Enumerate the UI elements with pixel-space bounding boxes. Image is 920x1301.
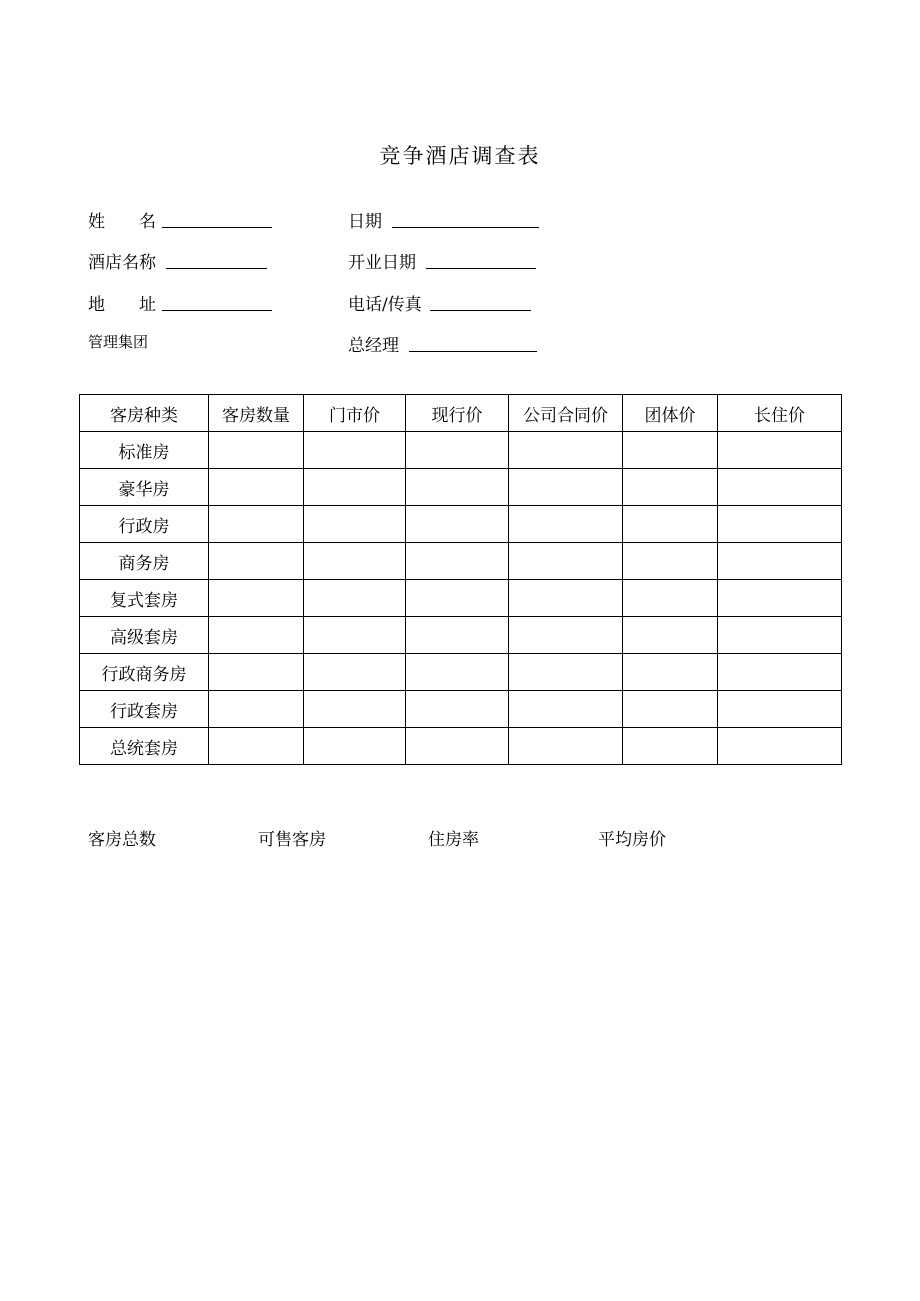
table-cell[interactable] <box>509 654 623 691</box>
date-label: 日期 <box>348 212 382 232</box>
table-cell[interactable] <box>509 580 623 617</box>
page-title: 竞争酒店调查表 <box>379 144 541 168</box>
table-cell[interactable] <box>509 432 623 469</box>
header-room-count: 客房数量 <box>209 395 304 432</box>
table-cell[interactable] <box>718 691 842 728</box>
table-cell[interactable] <box>304 654 406 691</box>
table-cell[interactable] <box>406 469 509 506</box>
name-input-line[interactable] <box>162 226 272 228</box>
hotel-name-field <box>88 248 267 273</box>
phone-fax-label: 电话/传真 <box>348 295 422 315</box>
table-cell[interactable] <box>509 469 623 506</box>
table-cell[interactable] <box>209 543 304 580</box>
table-cell[interactable] <box>718 543 842 580</box>
opening-date-label: 开业日期 <box>348 253 416 273</box>
date-field <box>348 207 539 232</box>
table-cell[interactable] <box>718 654 842 691</box>
table-cell[interactable] <box>406 617 509 654</box>
hotel-name-input-line[interactable] <box>166 267 267 269</box>
table-cell[interactable] <box>718 469 842 506</box>
table-cell[interactable] <box>406 543 509 580</box>
table-cell[interactable] <box>718 617 842 654</box>
available-rooms-label: 可售客房 <box>258 830 326 850</box>
table-row <box>80 432 842 469</box>
general-manager-label: 总经理 <box>348 336 399 356</box>
table-cell[interactable] <box>623 654 718 691</box>
table-cell[interactable] <box>623 432 718 469</box>
general-manager-field <box>348 331 537 356</box>
table-cell[interactable] <box>304 691 406 728</box>
table-row <box>80 506 842 543</box>
table-cell[interactable] <box>209 432 304 469</box>
table-cell[interactable] <box>304 617 406 654</box>
header-current-rate: 现行价 <box>406 395 509 432</box>
row-label: 标准房 <box>80 432 209 469</box>
table-cell[interactable] <box>623 506 718 543</box>
hotel-name-label: 酒店名称 <box>88 253 156 273</box>
table-cell[interactable] <box>623 617 718 654</box>
table-cell[interactable] <box>304 506 406 543</box>
table-cell[interactable] <box>718 506 842 543</box>
table-cell[interactable] <box>304 543 406 580</box>
row-label: 行政套房 <box>80 691 209 728</box>
header-corporate-rate: 公司合同价 <box>509 395 623 432</box>
table-cell[interactable] <box>623 543 718 580</box>
table-cell[interactable] <box>509 691 623 728</box>
table-cell[interactable] <box>209 654 304 691</box>
table-cell[interactable] <box>209 691 304 728</box>
table-cell[interactable] <box>406 728 509 765</box>
table-cell[interactable] <box>209 728 304 765</box>
group-field <box>88 331 148 352</box>
table-cell[interactable] <box>509 506 623 543</box>
table-cell[interactable] <box>718 580 842 617</box>
phone-fax-input-line[interactable] <box>430 309 531 311</box>
table-cell[interactable] <box>509 617 623 654</box>
table-cell[interactable] <box>406 432 509 469</box>
room-rate-table <box>79 394 842 765</box>
table-row <box>80 617 842 654</box>
total-rooms-label: 客房总数 <box>88 830 156 850</box>
date-input-line[interactable] <box>392 226 539 228</box>
row-label: 行政房 <box>80 506 209 543</box>
address-field <box>88 290 272 315</box>
table-row <box>80 728 842 765</box>
table-cell[interactable] <box>623 728 718 765</box>
table-cell[interactable] <box>718 432 842 469</box>
table-cell[interactable] <box>509 728 623 765</box>
table-cell[interactable] <box>304 432 406 469</box>
table-cell[interactable] <box>209 469 304 506</box>
header-rack-rate: 门市价 <box>304 395 406 432</box>
row-label: 商务房 <box>80 543 209 580</box>
avg-rate-label: 平均房价 <box>598 830 666 850</box>
general-manager-input-line[interactable] <box>409 350 537 352</box>
table-cell[interactable] <box>718 728 842 765</box>
header-room-type: 客房种类 <box>80 395 209 432</box>
occupancy-label: 住房率 <box>428 830 479 850</box>
table-cell[interactable] <box>209 580 304 617</box>
row-label: 总统套房 <box>80 728 209 765</box>
group-label: 管理集团 <box>88 333 149 351</box>
header-long-stay-rate: 长住价 <box>718 395 842 432</box>
table-cell[interactable] <box>623 469 718 506</box>
table-row <box>80 691 842 728</box>
table-row <box>80 654 842 691</box>
table-cell[interactable] <box>406 506 509 543</box>
opening-date-field <box>348 248 536 273</box>
table-row <box>80 580 842 617</box>
phone-fax-field <box>348 290 531 315</box>
row-label: 复式套房 <box>80 580 209 617</box>
row-label: 高级套房 <box>80 617 209 654</box>
table-cell[interactable] <box>406 654 509 691</box>
address-input-line[interactable] <box>162 309 272 311</box>
table-cell[interactable] <box>304 728 406 765</box>
table-cell[interactable] <box>406 580 509 617</box>
table-cell[interactable] <box>623 691 718 728</box>
table-cell[interactable] <box>406 691 509 728</box>
table-cell[interactable] <box>509 543 623 580</box>
table-cell[interactable] <box>209 617 304 654</box>
opening-date-input-line[interactable] <box>426 267 536 269</box>
row-label: 豪华房 <box>80 469 209 506</box>
table-cell[interactable] <box>623 580 718 617</box>
name-field <box>88 207 272 232</box>
table-cell[interactable] <box>304 469 406 506</box>
table-cell[interactable] <box>209 506 304 543</box>
table-row <box>80 543 842 580</box>
address-label: 地 址 <box>88 295 156 315</box>
row-label: 行政商务房 <box>80 654 209 691</box>
table-cell[interactable] <box>304 580 406 617</box>
table-header-row <box>80 395 842 432</box>
header-group-rate: 团体价 <box>623 395 718 432</box>
name-label: 姓 名 <box>88 212 156 232</box>
table-row <box>80 469 842 506</box>
